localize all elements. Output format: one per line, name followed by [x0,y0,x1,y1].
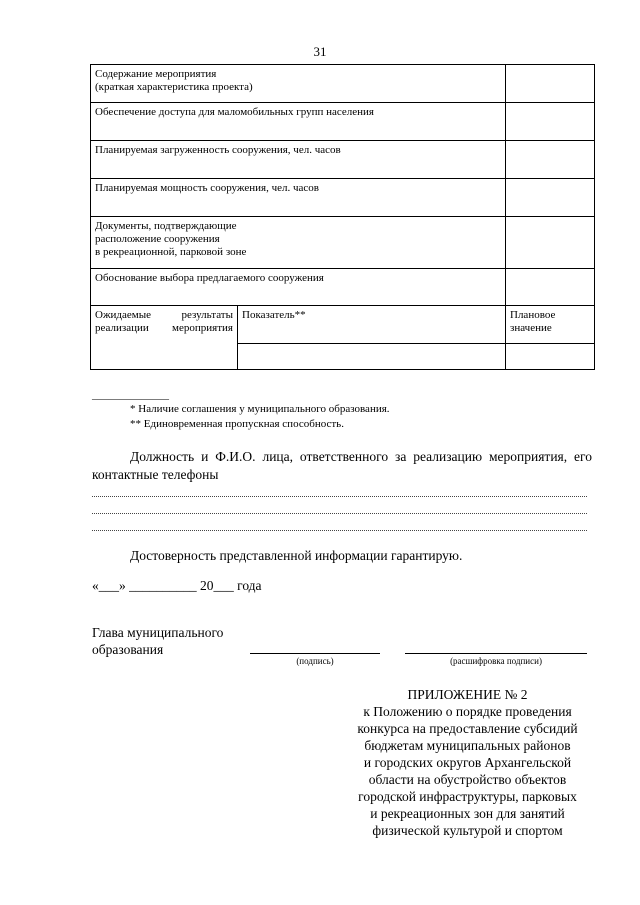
appendix-line: бюджетам муниципальных районов [364,738,571,753]
results-label-text: Ожидаемые результаты реализации мероприятия [95,309,233,334]
table-row [91,179,595,217]
head-label-line-2: образования [92,642,164,657]
indicator-input-cell[interactable] [238,344,506,370]
appendix-title: ПРИЛОЖЕНИЕ № 2 [407,687,528,702]
row-label: Обеспечение доступа для маломобильных групп населения [91,103,506,141]
results-header-row [91,306,595,344]
head-label-line-1: Глава муниципального [92,625,224,640]
appendix-line: физической культурой и спортом [372,823,563,838]
appendix-line: области на обустройство объектов [368,772,567,787]
footnote-1: * Наличие соглашения у муниципального образования. [130,403,390,415]
footnote-2: ** Единовременная пропускная способность. [130,418,344,430]
row-value-cell[interactable] [506,179,595,217]
row-value-cell[interactable] [506,269,595,306]
row-value-cell[interactable] [506,217,595,269]
table-row [91,141,595,179]
row-label: Документы, подтверждающие расположение сооружения в рекреационной, парковой зоне [91,217,506,269]
row-value-cell[interactable] [506,103,595,141]
contact-person-label: Должность и Ф.И.О. лица, ответственного за реализацию мероприятия, его контактные телефоны [92,449,592,482]
appendix-line: и городских округов Архангельской [363,755,572,770]
table-row [91,269,595,306]
row-label: Планируемая мощность сооружения, чел. часов [91,179,506,217]
indicator-header: Показатель** [238,306,506,344]
planned-value-input-cell[interactable] [506,344,595,370]
row-label: Обоснование выбора предлагаемого сооружения [91,269,506,306]
signature-line[interactable] [250,653,380,654]
contact-line-2[interactable] [92,513,587,514]
head-of-municipality [92,624,223,658]
guarantee-statement: Достоверность представленной информации гарантирую. [130,548,463,563]
signature-caption: (подпись) [296,656,334,666]
appendix-line: к Положению о порядке проведения [363,704,572,719]
project-info-table [90,64,595,370]
results-label [91,306,238,370]
row-value-cell[interactable] [506,65,595,103]
contact-line-3[interactable] [92,530,587,531]
contact-line-1[interactable] [92,496,587,497]
row-label: Содержание мероприятия (краткая характеристика проекта) [91,65,506,103]
date-line: «___» __________ 20___ года [92,578,262,593]
row-value-cell[interactable] [506,141,595,179]
signature-decode-caption: (расшифровка подписи) [450,656,542,666]
signature-decode-line[interactable] [405,653,587,654]
appendix-line: городской инфраструктуры, парковых [358,789,577,804]
table-row [91,217,595,269]
appendix-block [330,686,605,839]
footnote-rule: ______________ [92,389,169,401]
page-number: 31 [313,44,327,59]
row-label: Планируемая загруженность сооружения, чел. часов [91,141,506,179]
appendix-line: и рекреационных зон для занятий [370,806,565,821]
planned-value-header: Плановое значение [506,306,595,344]
table-row [91,103,595,141]
table-row [91,65,595,103]
appendix-line: конкурса на предоставление субсидий [357,721,578,736]
